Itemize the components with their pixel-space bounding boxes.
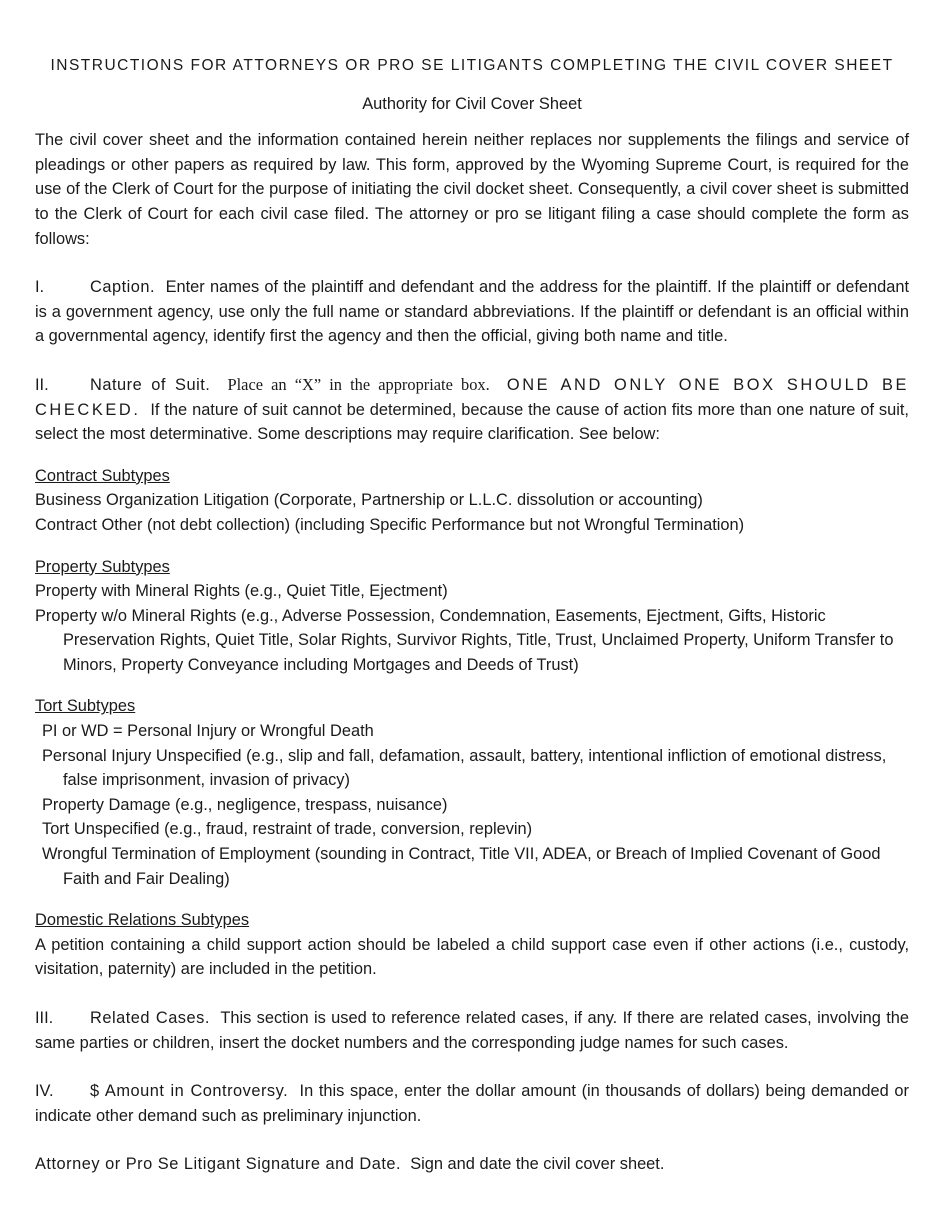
domestic-paragraph: A petition containing a child support action should be labeled a child support case even if other actions (i.e., custody, visitation, paternity) are included in the petition. — [35, 935, 909, 979]
document-subtitle: Authority for Civil Cover Sheet — [362, 94, 582, 113]
list-item: Tort Unspecified (e.g., fraud, restraint of trade, conversion, replevin) — [42, 820, 533, 839]
document-page — [35, 54, 909, 1177]
section-amount-in-controversy — [35, 1079, 909, 1128]
property-subtypes-heading: Property Subtypes — [35, 557, 170, 576]
section-number: II. — [35, 375, 49, 394]
list-item: Personal Injury Unspecified (e.g., slip and fall, defamation, assault, battery, intentional infliction of emotional distress, false imprisonment, invasion of privacy) — [42, 746, 887, 790]
section-emphasis: ONE AND ONLY ONE BOX SHOULD BE CHECKED. — [35, 375, 910, 419]
list-item: Business Organization Litigation (Corporate, Partnership or L.L.C. dissolution or accounting) — [35, 491, 703, 510]
contract-subtypes-heading: Contract Subtypes — [35, 466, 170, 485]
list-item: Wrongful Termination of Employment (sounding in Contract, Title VII, ADEA, or Breach of Implied Covenant of Good Faith and Fair Dealing) — [42, 845, 881, 888]
section-number: III. — [35, 1009, 54, 1027]
section-heading: Attorney or Pro Se Litigant Signature and Date. — [35, 1155, 402, 1174]
domestic-subtypes-heading: Domestic Relations Subtypes — [35, 911, 250, 930]
section-related-cases — [35, 1006, 909, 1055]
section-text: In this space, enter the dollar amount (in thousands of dollars) being demanded or indicate other demand such as preliminary injunction. — [35, 1082, 910, 1125]
section-text: Enter names of the plaintiff and defendant and the address for the plaintiff. If the plaintiff or defendant is a government agency, use only the full name or standard abbreviations. If the plaintiff or defendant is an official within a governmental agency, identify first the agency and then the official, giving both name and title. — [35, 278, 910, 346]
intro-paragraph: The civil cover sheet and the information contained herein neither replaces nor supplements the filings and service of pleadings or other papers as required by law. This form, approved by the Wyoming Supreme Court, is required for the use of the Clerk of Court for the purpose of initiating the civil docket sheet. Consequently, a civil cover sheet is submitted to the Clerk of Court for each civil case filed. The attorney or pro se litigant filing a case should complete the form as follows: — [35, 131, 909, 248]
section-nature-of-suit — [35, 373, 909, 447]
section-text: If the nature of suit cannot be determined, because the cause of action fits more than one nature of suit, select the most determinative. Some descriptions may require clarification. See below: — [35, 400, 909, 444]
section-heading: Related Cases. — [90, 1009, 210, 1027]
section-number: I. — [35, 278, 45, 297]
section-instruction: Place an “X” in the appropriate box. — [227, 374, 490, 394]
section-text: This section is used to reference related cases, if any. If there are related cases, involving the same parties or children, insert the docket numbers and the corresponding judge names for such cases. — [35, 1009, 909, 1052]
section-text: Sign and date the civil cover sheet. — [410, 1155, 665, 1174]
list-item: PI or WD = Personal Injury or Wrongful Death — [42, 722, 374, 741]
list-item: Property Damage (e.g., negligence, trespass, nuisance) — [42, 795, 448, 814]
section-caption — [35, 275, 909, 349]
list-item: Property w/o Mineral Rights (e.g., Adverse Possession, Condemnation, Easements, Ejectment, Gifts, Historic Preservation Rights, Quiet Title, Solar Rights, Survivor Rights, Title, Trust, Unclaimed Property, Uniform Transfer to Minors, Property Conveyance including Mortgages and Deeds of Trust) — [35, 606, 894, 674]
list-item: Contract Other (not debt collection) (including Specific Performance but not Wrongful Termination) — [35, 515, 745, 534]
list-item: Property with Mineral Rights (e.g., Quiet Title, Ejectment) — [35, 582, 448, 601]
tort-subtypes-heading: Tort Subtypes — [35, 697, 136, 716]
document-title: INSTRUCTIONS FOR ATTORNEYS OR PRO SE LITIGANTS COMPLETING THE CIVIL COVER SHEET — [50, 57, 894, 74]
section-heading: $ Amount in Controversy. — [90, 1082, 289, 1101]
section-heading: Nature of Suit. — [90, 375, 211, 394]
section-signature — [35, 1152, 909, 1177]
section-number: IV. — [35, 1082, 54, 1101]
section-heading: Caption. — [90, 278, 156, 297]
